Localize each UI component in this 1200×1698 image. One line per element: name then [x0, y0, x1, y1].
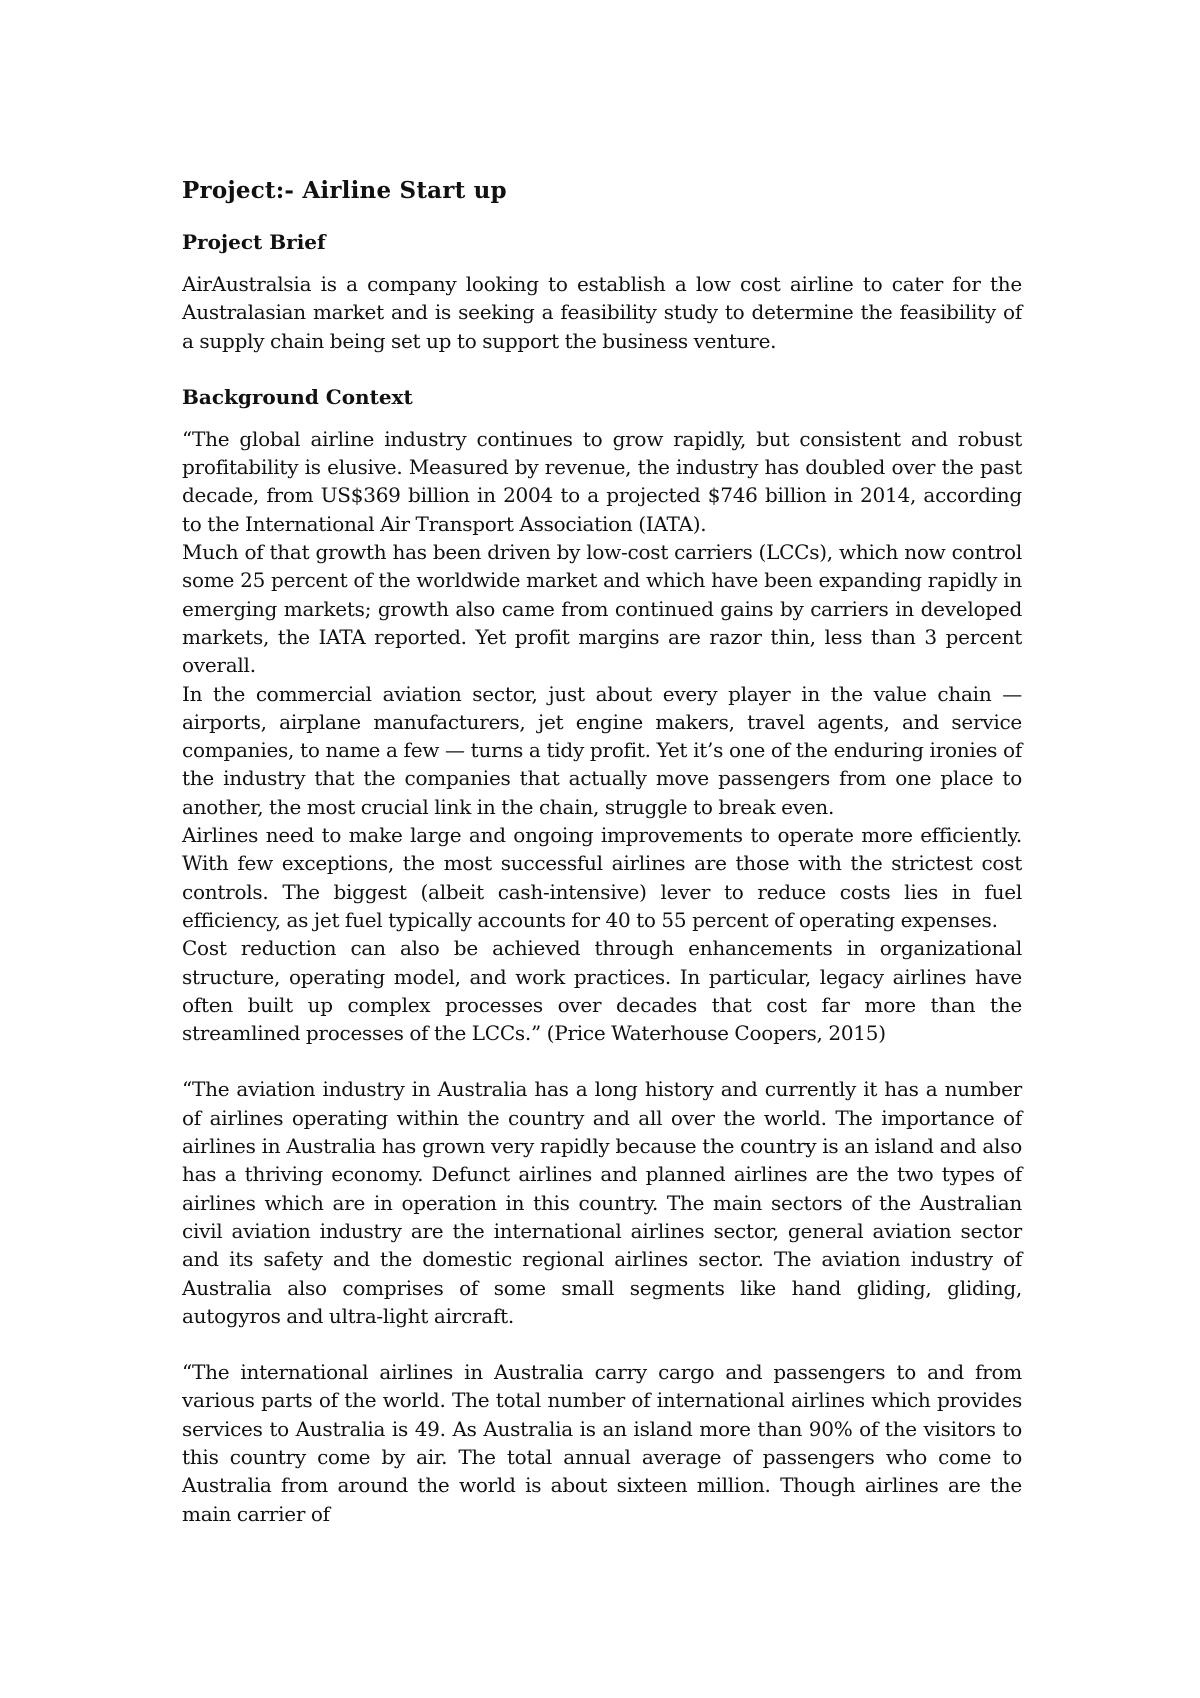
project-brief-paragraph: AirAustralsia is a company looking to establish a low cost airline to cater for the Australasian market and is seeking a feasibility study to determine the feasibility of a supply chain being set up to support the business venture. [182, 272, 1022, 353]
quote2-paragraph: “The aviation industry in Australia has a long history and currently it has a number of airlines operating within the country and all over the world. The importance of airlines in Australia has grown very rapidly because the country is an island and also has a thriving economy. Defunct airlines and planned airlines are the two types of airlines which are in operation in this country. The main sectors of the Australian civil aviation industry are the international airlines sector, general aviation sector and its safety and the domestic regional airlines sector. The aviation industry of Australia also comprises of some small segments like hand gliding, gliding, autogyros and ultra-light aircraft. [182, 1077, 1022, 1328]
quote3-paragraph: “The international airlines in Australia carry cargo and passengers to and from various parts of the world. The total number of international airlines which provides services to Australia is 49. As Australia is an island more than 90% of the visitors to this country come by air. The total annual average of passengers who come to Australia from around the world is about sixteen million. Though airlines are the main carrier of [182, 1360, 1022, 1526]
section-heading-project-brief: Project Brief [182, 230, 326, 254]
quote1-paragraph-2: Much of that growth has been driven by low-cost carriers (LCCs), which now control some 25 percent of the worldwide market and which have been expanding rapidly in emerging markets; growth also came from continued gains by carriers in developed markets, the IATA reported. Yet profit margins are razor thin, less than 3 percent overall. [182, 540, 1022, 678]
document-body [182, 176, 1022, 1528]
quote1-paragraph-3: In the commercial aviation sector, just about every player in the value chain — airports, airplane manufacturers, jet engine makers, travel agents, and service companies, to name a few — turns a tidy profit. Yet it’s one of the enduring ironies of the industry that the companies that actually move passengers from one place to another, the most crucial link in the chain, struggle to break even. [182, 681, 1022, 819]
quote1-paragraph-5: Cost reduction can also be achieved through enhancements in organizational structure, operating model, and work practices. In particular, legacy airlines have often built up complex processes over decades that cost far more than the streamlined processes of the LCCs.” (Price Waterhouse Coopers, 2015) [182, 936, 1022, 1046]
quote1-paragraph-4: Airlines need to make large and ongoing improvements to operate more efficiently. With few exceptions, the most successful airlines are those with the strictest cost controls. The biggest (albeit cash-intensive) lever to reduce costs lies in fuel efficiency, as jet fuel typically accounts for 40 to 55 percent of operating expenses. [182, 823, 1022, 932]
quote1-paragraph-1: “The global airline industry continues to grow rapidly, but consistent and robust profitability is elusive. Measured by revenue, the industry has doubled over the past decade, from US$369 billion in 2004 to a projected $746 billion in 2014, according to the International Air Transport Association (IATA). [182, 426, 1022, 536]
section-heading-background-context: Background Context [182, 384, 413, 409]
document-title: Project:- Airline Start up [182, 177, 507, 204]
